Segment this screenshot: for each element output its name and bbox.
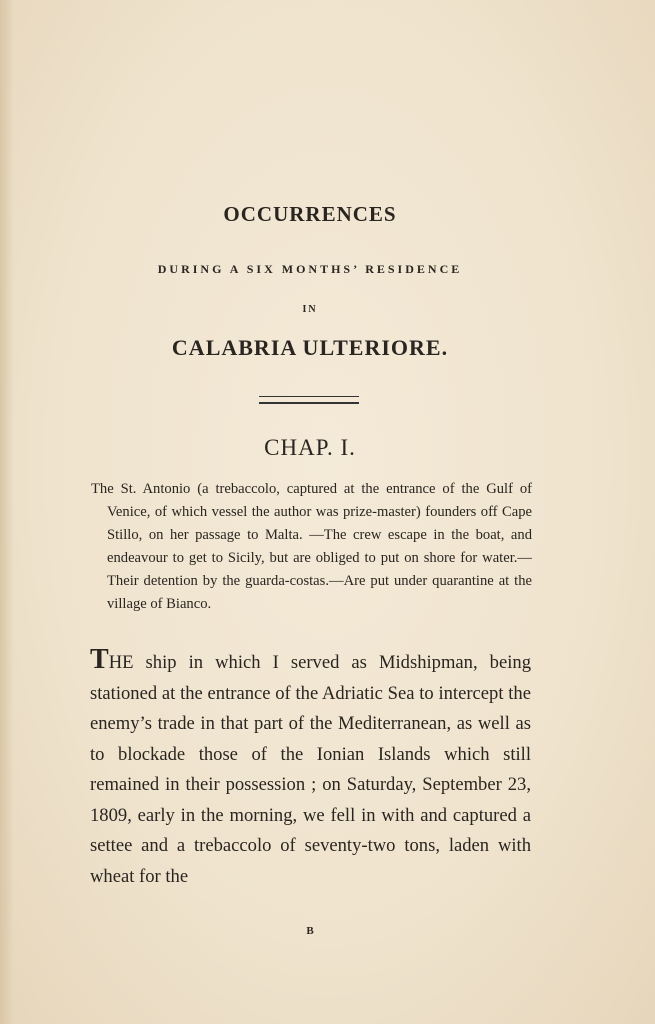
book-title-line-3: IN [302,304,318,315]
page-edge-shadow [0,0,14,1024]
signature-mark: B [306,925,314,937]
book-title-line-1: OCCURRENCES [223,202,397,226]
drop-cap: T [90,644,109,675]
chapter-summary [91,478,532,616]
book-title-line-2: DURING A SIX MONTHS’ RESIDENCE [157,262,463,276]
body-paragraph [90,644,531,892]
double-rule-divider [259,396,359,404]
book-title-line-4: CALABRIA ULTERIORE. [171,335,449,360]
chapter-heading: CHAP. I. [264,435,356,460]
chapter-summary-text: The St. Antonio (a trebaccolo, captured at the entrance of the Gulf of Venice, of which vessel the author was prize-master) founders off Cape Stillo, on her passage to Malta. —The crew escape in the boat, and endeavour to get to Sicily, but are obliged to put on shore for water.—Their detention by the guarda-costas.—Are put under quarantine at the village of Bianco. [91,481,532,612]
body-text: HE ship in which I served as Midshipman, being stationed at the entrance of the Adriatic Sea to intercept the enemy’s trade in that part of the Mediterranean, as well as to blockade those of the Ionian Islands which still remained in their possession ; on Saturday, September 23, 1809, early in the morning, we fell in with and captured a settee and a trebaccolo of seventy-two tons, laden with wheat for the [90,652,531,887]
